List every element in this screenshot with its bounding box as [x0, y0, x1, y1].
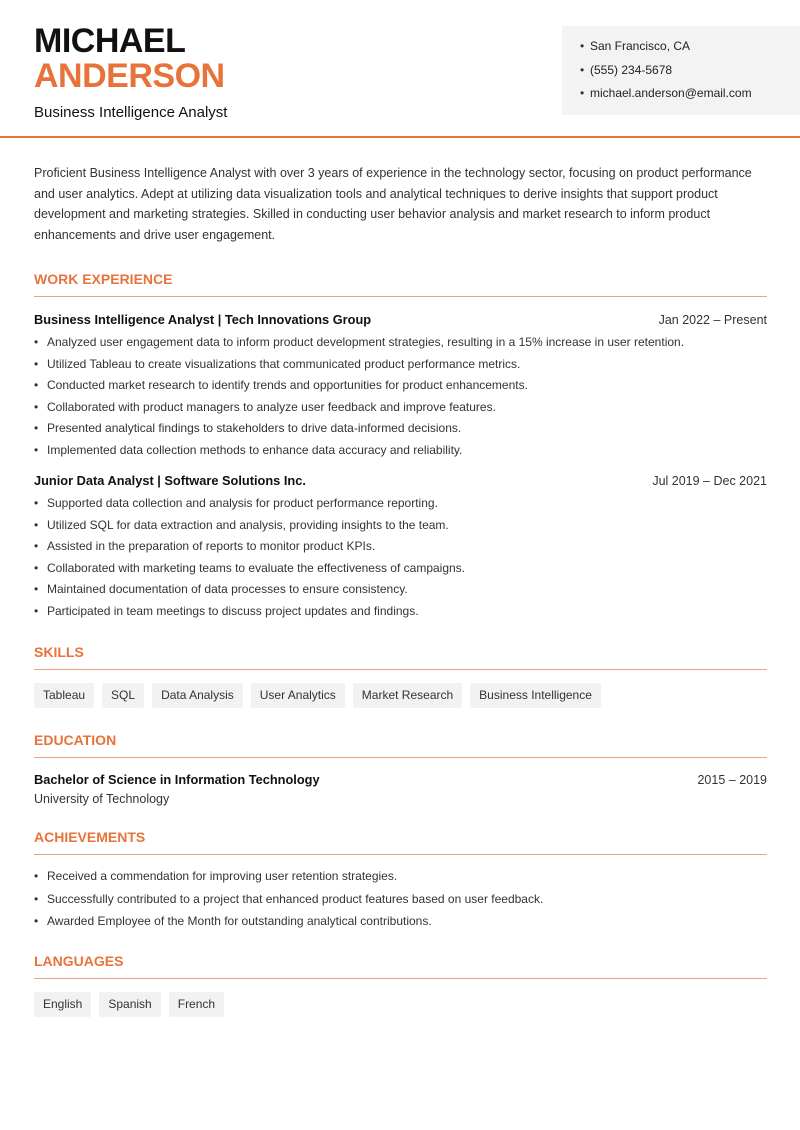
contact-email — [580, 85, 782, 109]
list-item: • Maintained documentation of data processes to ensure consistency. — [34, 579, 767, 601]
languages-section — [34, 953, 767, 1017]
skill-chip: SQL — [102, 683, 144, 708]
email-text[interactable]: michael.anderson@email.com — [590, 86, 752, 100]
job-header — [34, 312, 767, 327]
name-block — [34, 24, 227, 121]
degree: Bachelor of Science in Information Technology — [34, 772, 320, 787]
job-role: Business Intelligence Analyst | Tech Innovations Group — [34, 312, 372, 327]
job-bullets — [34, 493, 767, 622]
section-title-languages: LANGUAGES — [34, 953, 767, 979]
summary: Proficient Business Intelligence Analyst with over 3 years of experience in the technology sector, focusing on product performance and user analytics. Adept at utilizing data visualization tools and analytical techniques to derive insights that support product development and marketing strategies. Skilled in conducting user behavior analysis and market research to inform product enhancements and drive user engagement. — [34, 166, 752, 242]
last-name: ANDERSON — [34, 57, 225, 95]
contact-location — [580, 38, 782, 62]
first-name: MICHAEL — [34, 22, 186, 60]
achievements-section — [34, 829, 767, 933]
list-item: • Supported data collection and analysis for product performance reporting. — [34, 493, 767, 515]
resume-header — [0, 0, 800, 138]
bullet-icon: • — [580, 86, 585, 100]
list-item: • Collaborated with product managers to analyze user feedback and improve features. — [34, 397, 767, 419]
job-dates: Jan 2022 – Present — [658, 313, 767, 327]
list-item: • Assisted in the preparation of reports to monitor product KPIs. — [34, 536, 767, 558]
section-title-achievements: ACHIEVEMENTS — [34, 829, 767, 855]
list-item: • Analyzed user engagement data to inform product development strategies, resulting in a 15% increase in user retention. — [34, 332, 767, 354]
list-item: • Received a commendation for improving user retention strategies. — [34, 865, 767, 888]
phone-text: (555) 234-5678 — [590, 62, 673, 77]
list-item: • Utilized SQL for data extraction and analysis, providing insights to the team. — [34, 515, 767, 537]
skill-chip: User Analytics — [251, 683, 345, 708]
bullet-icon: • — [580, 62, 585, 77]
skill-chip: Business Intelligence — [470, 683, 601, 708]
skill-chip: Data Analysis — [152, 683, 243, 708]
education-dates: 2015 – 2019 — [697, 773, 767, 787]
job-role: Junior Data Analyst | Software Solutions Inc. — [34, 473, 306, 488]
job-bullets — [34, 332, 767, 461]
job-header — [34, 473, 767, 488]
achievements-list — [34, 865, 767, 933]
education-section — [34, 732, 767, 806]
work-experience-section — [34, 271, 767, 622]
list-item: • Collaborated with marketing teams to evaluate the effectiveness of campaigns. — [34, 558, 767, 580]
list-item: • Awarded Employee of the Month for outstanding analytical contributions. — [34, 910, 767, 933]
contact-phone — [580, 62, 782, 86]
list-item: • Participated in team meetings to discuss project updates and findings. — [34, 601, 767, 623]
list-item: • Conducted market research to identify trends and opportunities for product enhancements. — [34, 375, 767, 397]
skills-section — [34, 644, 767, 708]
job-dates: Jul 2019 – Dec 2021 — [652, 474, 767, 488]
contact-box — [562, 26, 800, 115]
skills-chips — [34, 683, 767, 708]
education-header — [34, 772, 767, 787]
list-item: • Successfully contributed to a project that enhanced product features based on user feedback. — [34, 888, 767, 911]
section-title-education: EDUCATION — [34, 732, 767, 758]
skill-chip: Tableau — [34, 683, 94, 708]
bullet-icon: • — [580, 39, 585, 53]
list-item: • Presented analytical findings to stakeholders to drive data-informed decisions. — [34, 418, 767, 440]
resume-content — [34, 163, 767, 1017]
section-title-experience: WORK EXPERIENCE — [34, 271, 767, 297]
list-item: • Utilized Tableau to create visualizations that communicated product performance metrics. — [34, 354, 767, 376]
location-text: San Francisco, CA — [590, 39, 691, 53]
school: University of Technology — [34, 792, 170, 806]
job-entry — [34, 473, 767, 622]
job-title: Business Intelligence Analyst — [34, 104, 228, 121]
skill-chip: Market Research — [353, 683, 462, 708]
language-chips — [34, 992, 767, 1017]
language-chip: French — [169, 992, 224, 1017]
list-item: • Implemented data collection methods to enhance data accuracy and reliability. — [34, 440, 767, 462]
language-chip: Spanish — [99, 992, 160, 1017]
language-chip: English — [34, 992, 91, 1017]
job-entry — [34, 312, 767, 461]
section-title-skills: SKILLS — [34, 644, 767, 670]
